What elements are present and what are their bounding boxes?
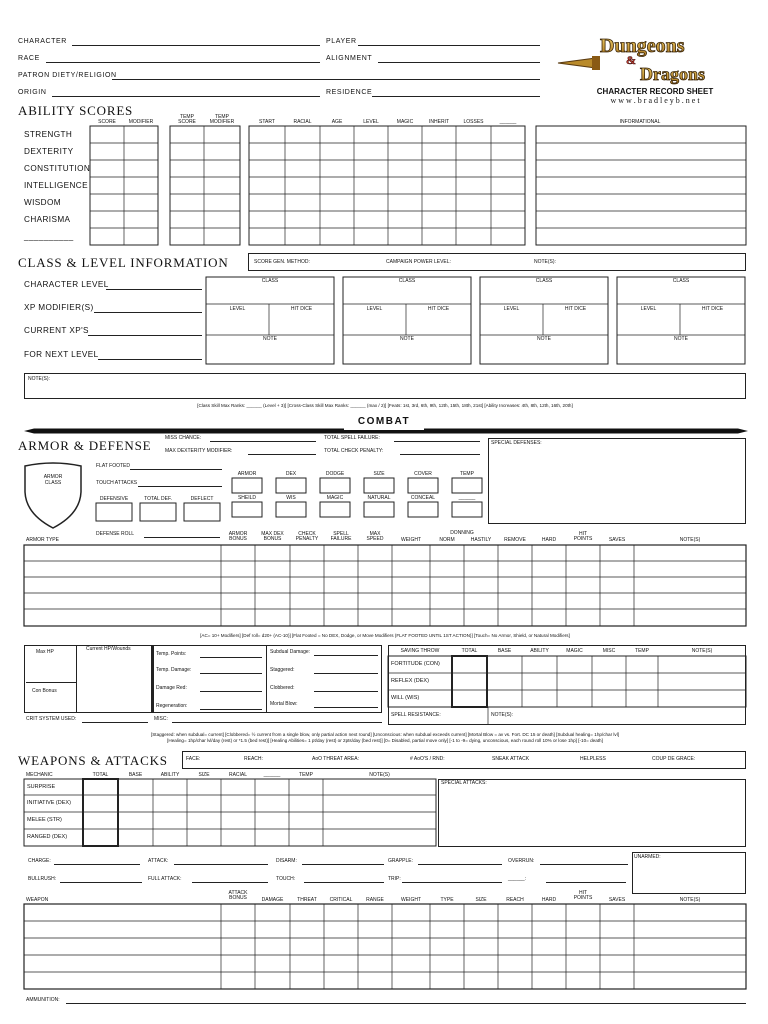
score-header: SCORE [98, 119, 116, 125]
history-header-6: LOSSES [463, 119, 484, 125]
residence-label: RESIDENCE [326, 89, 373, 96]
weapons-top-0: FACE: [186, 756, 201, 762]
weapons-top-5: HELPLESS [580, 756, 606, 762]
armor-header-9: REMOVE [504, 537, 526, 543]
class-box-2[interactable] [480, 277, 608, 364]
class-notes-box[interactable] [24, 373, 746, 399]
hp-subdual-label: Subdual Damage: [270, 649, 311, 655]
ranks-footer: [Class Skill Max Ranks: ______ (Level + 3)] [Cross-Class Skill Max Ranks: ______ (max / 2)] [Feats: 1st, 3rd, 6th, 9th, 12th, 15th, 18th, 21st] [Ability Increases: 4th, 8th, 12th, 16th, 20th] [197, 403, 573, 408]
score-gen-label: SCORE GEN. METHOD: [254, 259, 310, 265]
campaign-power-label: CAMPAIGN POWER LEVEL: [386, 259, 451, 265]
defense-roll-field[interactable] [144, 537, 220, 538]
con-bonus-divider [26, 682, 76, 683]
history-grid-frame[interactable] [249, 126, 525, 245]
mechanic-header-4: SIZE [198, 772, 210, 778]
action-label-4: OVERRUN: [508, 858, 535, 864]
class-box-2-level-label: LEVEL [503, 306, 520, 312]
armor-header-10: HARD [541, 537, 557, 543]
def-row1-label-3: SIZE [373, 471, 385, 477]
def-row3-label-0: DEFENSIVE [99, 496, 129, 502]
class-box-2-hitdice-label: HIT DICE [564, 306, 587, 312]
class-box-0-hitdice-label: HIT DICE [290, 306, 313, 312]
class-level-title: CLASS & LEVEL INFORMATION [18, 255, 229, 270]
flat-footed-field[interactable] [130, 469, 222, 470]
ammunition-label: AMMUNITION: [26, 997, 60, 1003]
class-level-label-2: CURRENT XP'S [24, 326, 89, 335]
ability-name-6: __________ [24, 232, 74, 241]
hp-detail-divider [266, 645, 267, 713]
def-row2-box-0[interactable] [232, 502, 262, 517]
misc-label: MISC: [154, 716, 168, 722]
class-level-label-3: FOR NEXT LEVEL [24, 350, 99, 359]
save-header-2: BASE [497, 648, 512, 654]
action-field-8[interactable] [402, 882, 502, 883]
def-row3-label-1: TOTAL DEF. [144, 496, 172, 502]
combat-banner: COMBAT [344, 416, 424, 430]
mechanic-header-6: ______ [263, 772, 281, 778]
class-box-1-note-label: NOTE [400, 336, 414, 342]
def-row2-label-0: SHEILD [237, 495, 257, 501]
class-notes-label: NOTE(S): [28, 376, 50, 382]
def-row2-box-2[interactable] [320, 502, 350, 517]
defense-roll-label: DEFENSE ROLL [96, 531, 135, 537]
weapon-header-6: WEIGHT [401, 897, 421, 903]
class-level-label-0: CHARACTER LEVEL [24, 280, 109, 289]
hp-damage_red-label: Damage Red: [156, 685, 187, 691]
save-header-7: NOTE(S) [691, 648, 713, 654]
armor-header-4: SPELL FAILURE [330, 531, 352, 543]
action-field-6[interactable] [192, 882, 268, 883]
hp-footer-2: [Healing= 1hp/char lvl/day (rest) or *1.5 (bed rest)] [Healing Abilities= 1 pt/day (rest) or 2pts/day (bed rest)] [0= Disabled, partial move only] [-1 to -9= dying, unconscious, each round roll 10% or lose 1hp] [-10= death] [167, 738, 603, 743]
spell-failure-label: TOTAL SPELL FAILURE: [324, 435, 380, 441]
score-gen-box[interactable] [248, 253, 746, 271]
armor-header-11: HIT POINTS [573, 531, 593, 543]
hp-staggered-label: Staggered: [270, 667, 295, 673]
class-box-3[interactable] [617, 277, 745, 364]
ability-name-2: CONSTITUTION [24, 164, 91, 173]
hp-temp_damage-field[interactable] [200, 673, 262, 674]
mechanic-row-label-0: SURPRISE [27, 784, 56, 790]
action-field-2[interactable] [302, 864, 384, 865]
armor-table-frame[interactable] [24, 545, 746, 626]
weapons-top-3: # AoO'S / RND: [410, 756, 445, 762]
armor-header-7: NORM [439, 537, 455, 543]
action-label-8: TRIP: [388, 876, 401, 882]
weapon-header-2: DAMAGE [261, 897, 284, 903]
mechanic-row-label-1: INITIATIVE (DEX) [27, 800, 71, 806]
weapon-header-0: WEAPON [26, 897, 49, 903]
action-label-9: ______: [508, 876, 527, 882]
save-notes-label: NOTE(S): [491, 712, 513, 718]
ability-name-0: STRENGTH [24, 130, 73, 139]
weapon-header-10: HARD [541, 897, 557, 903]
class-box-3-note-label: NOTE [674, 336, 688, 342]
action-label-5: BULLRUSH: [28, 876, 57, 882]
def-row1-box-0[interactable] [232, 478, 262, 493]
modifier-header: MODIFIER [128, 119, 154, 125]
hp-clobbered-label: Clobbered: [270, 685, 295, 691]
def-row2-label-1: WIS [286, 495, 296, 501]
class-box-0-class-label: CLASS [261, 278, 279, 284]
flat-footed-label: FLAT FOOTED [96, 463, 130, 469]
def-row1-box-3[interactable] [364, 478, 394, 493]
class-box-1-level-label: LEVEL [366, 306, 383, 312]
mechanic-row-label-2: MELEE (STR) [27, 817, 62, 823]
shield-armor-text: ARMOR [43, 474, 63, 480]
unarmed-label: UNARMED: [634, 854, 661, 860]
def-row1-label-4: COVER [414, 471, 432, 477]
sheet-title: CHARACTER RECORD SHEET [596, 87, 714, 96]
player-label: PLAYER [326, 38, 357, 45]
history-header-7: ______ [499, 119, 517, 125]
def-row2-label-3: NATURAL [367, 495, 391, 501]
mechanic-total-box[interactable] [83, 779, 118, 846]
weapons-top-4: SNEAK ATTACK [492, 756, 530, 762]
hp-damage_red-field[interactable] [200, 691, 262, 692]
save-header-5: MISC [602, 648, 616, 654]
class-box-2-class-label: CLASS [535, 278, 553, 284]
def-row1-label-0: ARMOR [237, 471, 257, 477]
mechanic-header-8: NOTE(S) [369, 772, 390, 778]
touch-attacks-label: TOUCH ATTACKS [96, 480, 138, 486]
con-bonus-label: Con Bonus [32, 688, 57, 694]
def-row1-label-2: DODGE [325, 471, 345, 477]
miss-chance-field[interactable] [210, 441, 316, 442]
class-level-field-2[interactable] [88, 335, 202, 336]
ability-name-5: CHARISMA [24, 215, 71, 224]
ability-scores-title: ABILITY SCORES [18, 103, 134, 118]
action-field-0[interactable] [54, 864, 140, 865]
hp-clobbered-field[interactable] [314, 691, 378, 692]
def-row3-box-0[interactable] [96, 503, 132, 521]
class-box-1-class-label: CLASS [398, 278, 416, 284]
def-row2-box-1[interactable] [276, 502, 306, 517]
history-header-2: AGE [331, 119, 343, 125]
hp-regeneration-label: Regeneration: [156, 703, 188, 709]
weapon-header-1: ATTACK BONUS [228, 890, 248, 902]
temp-score-header: TEMP SCORE [178, 114, 196, 126]
class-level-field-0[interactable] [106, 289, 202, 290]
armor-defense-title: ARMOR & DEFENSE [18, 438, 152, 453]
class-box-0[interactable] [206, 277, 334, 364]
mechanic-row-label-3: RANGED (DEX) [27, 834, 68, 840]
weapons-top-6: COUP DE GRACE: [652, 756, 696, 762]
mechanic-header-1: TOTAL [92, 772, 109, 778]
history-header-5: INHERIT [429, 119, 449, 125]
def-row1-box-1[interactable] [276, 478, 306, 493]
action-label-3: GRAPPLE: [388, 858, 414, 864]
class-level-label-1: XP MODIFIER(S) [24, 303, 94, 312]
hp-regeneration-field[interactable] [200, 709, 262, 710]
action-label-7: TOUCH: [276, 876, 296, 882]
action-label-1: ATTACK: [148, 858, 169, 864]
ammunition-field[interactable] [66, 1003, 746, 1004]
save-header-0: SAVING THROW [400, 648, 440, 654]
save-header-1: TOTAL [461, 648, 478, 654]
action-label-0: CHARGE: [28, 858, 51, 864]
spell-resistance-label: SPELL RESISTANCE: [391, 712, 441, 718]
save-header-3: ABILITY [530, 648, 549, 654]
action-field-9[interactable] [546, 882, 626, 883]
special-defenses-label: SPECIAL DEFENSES: [491, 440, 542, 446]
def-row1-label-5: TEMP [460, 471, 474, 477]
def-row2-box-4[interactable] [408, 502, 438, 517]
score-gen-notes-label: NOTE(S): [534, 259, 556, 265]
mechanic-header-3: ABILITY [160, 772, 180, 778]
action-label-2: DISARM: [276, 858, 297, 864]
def-row1-box-2[interactable] [320, 478, 350, 493]
def-row2-box-5[interactable] [452, 502, 482, 517]
misc-field[interactable] [172, 722, 382, 723]
action-field-1[interactable] [174, 864, 268, 865]
spell-failure-field[interactable] [394, 441, 480, 442]
logo-dungeons-text: Dungeons [600, 35, 685, 57]
informational-header: INFORMATIONAL [619, 119, 661, 125]
informational-grid-frame[interactable] [536, 126, 746, 245]
action-field-4[interactable] [540, 864, 628, 865]
history-header-3: LEVEL [363, 119, 379, 125]
weapon-header-4: CRITICAL [329, 897, 353, 903]
action-field-3[interactable] [418, 864, 502, 865]
history-header-1: RACIAL [293, 119, 312, 125]
weapon-header-13: NOTE(S) [679, 897, 701, 903]
max-hp-label: Max HP [36, 649, 54, 655]
hp-footer-1: [Staggered: when subdual= current] [Clobbered= ½ current from a single blow, only partial action next round] [Unconscious: when subdual exceeds current] [Mortal Blow = av vs. Fort. DC 15 or death] [Subdual healing= 1hp/char lvl] [150, 732, 620, 737]
armor-header-3: CHECK PENALTY [295, 531, 319, 543]
mechanic-header-7: TEMP [299, 772, 313, 778]
weapon-header-8: SIZE [475, 897, 487, 903]
class-box-0-note-label: NOTE [263, 336, 277, 342]
check-penalty-label: TOTAL CHECK PENALTY: [324, 448, 384, 454]
logo-dragons-text: Dragons [640, 64, 706, 84]
weapons-top-1: REACH: [244, 756, 263, 762]
patron-label: PATRON DIETY/RELIGION [18, 72, 117, 79]
mechanic-table-frame[interactable] [24, 779, 436, 846]
armor-header-12: SAVES [608, 537, 626, 543]
alignment-label: ALIGNMENT [326, 55, 373, 62]
armor-header-0: ARMOR TYPE [26, 537, 59, 543]
weapon-header-7: TYPE [440, 897, 454, 903]
max-dex-label: MAX DEXTERITY MODIFIER: [165, 448, 233, 454]
armor-header-1: ARMOR BONUS [228, 531, 248, 543]
weapon-header-12: SAVES [608, 897, 626, 903]
class-box-1[interactable] [343, 277, 471, 364]
def-row2-label-5: ______ [458, 495, 476, 501]
def-row3-label-2: DEFLECT [190, 496, 214, 502]
max-dex-field[interactable] [248, 454, 316, 455]
logo-ampersand: & [626, 53, 636, 67]
ability-name-4: WISDOM [24, 198, 61, 207]
donning-header: DONNING [450, 530, 474, 536]
ability-name-3: INTELLIGENCE [24, 181, 88, 190]
hp-staggered-field[interactable] [314, 673, 378, 674]
action-label-6: FULL ATTACK: [148, 876, 182, 882]
weapon-header-11: HIT POINTS [573, 890, 593, 902]
origin-label: ORIGIN [18, 89, 47, 96]
character-label: CHARACTER [18, 38, 67, 45]
class-box-0-level-label: LEVEL [229, 306, 246, 312]
special-attacks-box[interactable] [438, 779, 746, 847]
history-header-0: START [259, 119, 275, 125]
armor-header-6: WEIGHT [401, 537, 421, 543]
armor-class-shield[interactable] [22, 462, 84, 530]
crit-system-label: CRIT SYSTEM USED: [26, 716, 77, 722]
class-level-field-3[interactable] [98, 359, 202, 360]
action-field-7[interactable] [304, 882, 384, 883]
armor-footer: [AC= 10+ Modifiers] [Def roll= d20+ (AC-10)] [Flat Footed = No DEX, Dodge, or Move Modifiers (FLAT FOOTED UNTIL 1ST ACTION)] [Touch= No Armor, Shield, or Natural Modifiers] [200, 633, 570, 638]
weapons-attacks-title: WEAPONS & ATTACKS [18, 753, 168, 768]
special-defenses-box[interactable] [488, 438, 746, 524]
touch-attacks-field[interactable] [138, 486, 222, 487]
hp-mortal_blow-label: Mortal Blow: [270, 701, 298, 707]
mechanic-header-5: RACIAL [228, 772, 248, 778]
def-row1-label-1: DEX [285, 471, 297, 477]
check-penalty-field[interactable] [400, 454, 480, 455]
armor-header-2: MAX DEX BONUS [261, 531, 284, 543]
def-row2-box-3[interactable] [364, 502, 394, 517]
save-row-label-2: WILL (WIS) [391, 695, 420, 701]
class-box-3-level-label: LEVEL [640, 306, 657, 312]
weapon-header-5: RANGE [366, 897, 384, 903]
save-row-label-0: FORTITUDE (CON) [391, 661, 440, 667]
miss-chance-label: MISS CHANCE: [165, 435, 202, 441]
save-header-6: TEMP [635, 648, 649, 654]
class-level-field-1[interactable] [94, 312, 202, 313]
special-attacks-label: SPECIAL ATTACKS: [441, 780, 487, 786]
hp-temp_points-field[interactable] [200, 657, 262, 658]
hp-temp_points-label: Temp. Points: [156, 651, 187, 657]
class-box-2-note-label: NOTE [537, 336, 551, 342]
current-hp-box[interactable] [76, 645, 152, 713]
race-label: RACE [18, 55, 40, 62]
mechanic-header-2: BASE [128, 772, 143, 778]
weapons-top-2: AoO THREAT AREA: [312, 756, 359, 762]
weapon-table-frame[interactable] [24, 904, 746, 989]
def-row2-label-4: CONCEAL [410, 495, 436, 501]
def-row1-box-4[interactable] [408, 478, 438, 493]
history-header-4: MAGIC [396, 119, 414, 125]
mechanic-header-0: MECHANIC [26, 772, 53, 778]
armor-header-13: NOTE(S) [679, 537, 701, 543]
def-row3-box-1[interactable] [140, 503, 176, 521]
temp-score-grid-frame[interactable] [170, 126, 240, 245]
ability-name-1: DEXTERITY [24, 147, 74, 156]
def-row3-box-2[interactable] [184, 503, 220, 521]
hp-temp_damage-label: Temp. Damage: [156, 667, 192, 673]
weapon-header-9: REACH [506, 897, 524, 903]
hp-subdual-field[interactable] [314, 655, 378, 656]
armor-header-5: MAX SPEED [366, 531, 384, 543]
crit-system-field[interactable] [82, 722, 148, 723]
weapon-header-3: THREAT [297, 897, 317, 903]
def-row2-label-2: MAGIC [326, 495, 344, 501]
hp-mortal_blow-field[interactable] [314, 707, 378, 708]
shield-class-text: CLASS [44, 480, 62, 486]
temp-modifier-header: TEMP MODIFIER [209, 114, 235, 126]
saving-throws-box [388, 645, 746, 725]
save-row-label-1: REFLEX (DEX) [391, 678, 429, 684]
class-box-3-hitdice-label: HIT DICE [701, 306, 724, 312]
save-header-4: MAGIC [566, 648, 583, 654]
def-row1-box-5[interactable] [452, 478, 482, 493]
action-field-5[interactable] [60, 882, 142, 883]
current-hp-label: Current HP/Wounds [86, 646, 131, 652]
armor-header-8: HASTILY [470, 537, 492, 543]
class-box-1-hitdice-label: HIT DICE [427, 306, 450, 312]
sheet-website: w w w . b r a d l e y b . n e t [610, 96, 700, 105]
class-box-3-class-label: CLASS [672, 278, 690, 284]
